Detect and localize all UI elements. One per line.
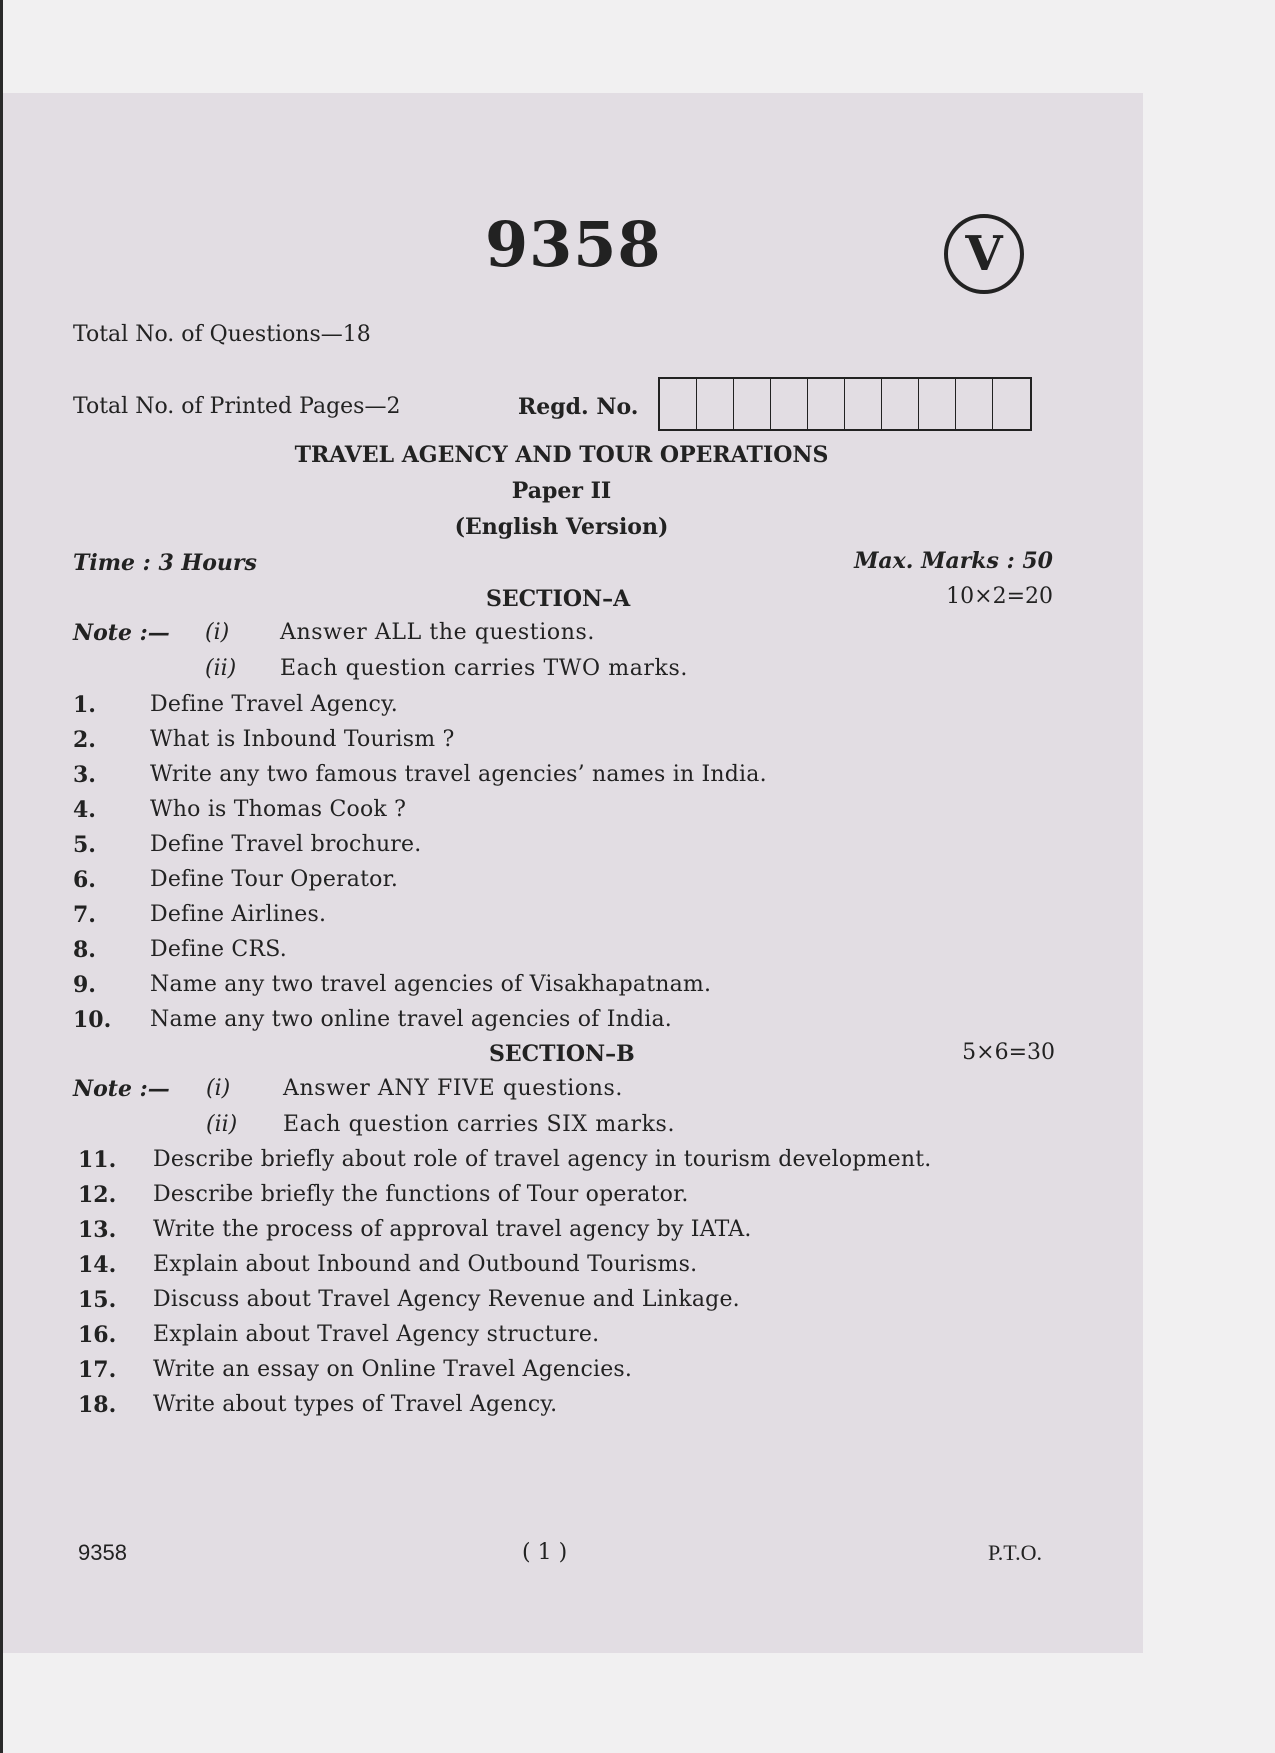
footer-page-number: ( 1 ) xyxy=(522,1540,568,1565)
question-text: Explain about Inbound and Outbound Tourisms. xyxy=(153,1252,698,1277)
question-text: Define Airlines. xyxy=(150,902,327,927)
section-b-note-ii: Each question carries SIX marks. xyxy=(283,1112,676,1137)
question-text: Write an essay on Online Travel Agencies. xyxy=(153,1357,633,1382)
question-number: 6. xyxy=(73,867,96,893)
question-number: 10. xyxy=(73,1007,112,1033)
question-number: 18. xyxy=(78,1392,117,1418)
section-b-note-i-num: (i) xyxy=(206,1076,231,1101)
regd-digit-cell[interactable] xyxy=(660,379,697,429)
regd-digit-cell[interactable] xyxy=(956,379,993,429)
question-number: 7. xyxy=(73,902,96,928)
max-marks: Max. Marks : 50 xyxy=(854,548,1053,574)
section-b-note-ii-num: (ii) xyxy=(206,1112,238,1137)
question-text: Explain about Travel Agency structure. xyxy=(153,1322,600,1347)
question-text: Write any two famous travel agencies’ names in India. xyxy=(150,762,767,787)
question-text: Describe briefly about role of travel agency in tourism development. xyxy=(153,1147,932,1172)
section-b-marks: 5×6=30 xyxy=(962,1040,1055,1065)
regd-digit-cell[interactable] xyxy=(919,379,956,429)
question-number: 11. xyxy=(78,1147,117,1173)
version-mark-circle: V xyxy=(944,214,1024,294)
question-text: Describe briefly the functions of Tour operator. xyxy=(153,1182,689,1207)
section-a-note-ii-num: (ii) xyxy=(205,656,237,681)
question-text: Define Tour Operator. xyxy=(150,867,399,892)
paper-number: Paper II xyxy=(511,478,612,504)
question-number: 12. xyxy=(78,1182,117,1208)
question-text: Write about types of Travel Agency. xyxy=(153,1392,558,1417)
question-number: 13. xyxy=(78,1217,117,1243)
section-b-heading: SECTION–B xyxy=(489,1041,635,1067)
section-a-note-ii: Each question carries TWO marks. xyxy=(280,656,688,681)
total-questions: Total No. of Questions—18 xyxy=(73,322,371,347)
regd-number-boxes[interactable] xyxy=(658,377,1032,431)
regd-digit-cell[interactable] xyxy=(734,379,771,429)
question-number: 15. xyxy=(78,1287,117,1313)
paper-code: 9358 xyxy=(485,208,662,281)
regd-label: Regd. No. xyxy=(518,394,639,420)
section-a-heading: SECTION–A xyxy=(486,586,631,612)
exam-title: TRAVEL AGENCY AND TOUR OPERATIONS xyxy=(294,442,829,468)
regd-digit-cell[interactable] xyxy=(697,379,734,429)
question-text: Define Travel brochure. xyxy=(150,832,422,857)
question-number: 17. xyxy=(78,1357,117,1383)
regd-digit-cell[interactable] xyxy=(808,379,845,429)
question-number: 2. xyxy=(73,727,96,753)
question-text: Discuss about Travel Agency Revenue and Linkage. xyxy=(153,1287,740,1312)
footer-pto: P.T.O. xyxy=(988,1540,1042,1565)
regd-digit-cell[interactable] xyxy=(771,379,808,429)
time-allowed: Time : 3 Hours xyxy=(73,550,257,576)
section-a-marks: 10×2=20 xyxy=(946,584,1053,609)
regd-digit-cell[interactable] xyxy=(993,379,1030,429)
question-number: 3. xyxy=(73,762,96,788)
question-text: Define CRS. xyxy=(150,937,287,962)
section-a-note-i: Answer ALL the questions. xyxy=(280,620,595,645)
section-b-note-label: Note :— xyxy=(73,1076,170,1102)
total-pages: Total No. of Printed Pages—2 xyxy=(73,394,401,419)
section-a-note-label: Note :— xyxy=(73,620,170,646)
question-number: 16. xyxy=(78,1322,117,1348)
section-a-note-i-num: (i) xyxy=(205,620,230,645)
regd-digit-cell[interactable] xyxy=(845,379,882,429)
question-number: 14. xyxy=(78,1252,117,1278)
version-label: (English Version) xyxy=(454,514,669,540)
question-number: 9. xyxy=(73,972,96,998)
question-text: Define Travel Agency. xyxy=(150,692,398,717)
question-number: 4. xyxy=(73,797,96,823)
question-text: Who is Thomas Cook ? xyxy=(150,797,407,822)
question-number: 8. xyxy=(73,937,96,963)
question-number: 1. xyxy=(73,692,96,718)
regd-digit-cell[interactable] xyxy=(882,379,919,429)
question-text: Write the process of approval travel agency by IATA. xyxy=(153,1217,752,1242)
question-text: Name any two online travel agencies of India. xyxy=(150,1007,672,1032)
question-number: 5. xyxy=(73,832,96,858)
footer-code: 9358 xyxy=(78,1540,127,1565)
section-b-note-i: Answer ANY FIVE questions. xyxy=(283,1076,623,1101)
question-text: Name any two travel agencies of Visakhapatnam. xyxy=(150,972,712,997)
question-text: What is Inbound Tourism ? xyxy=(150,727,455,752)
